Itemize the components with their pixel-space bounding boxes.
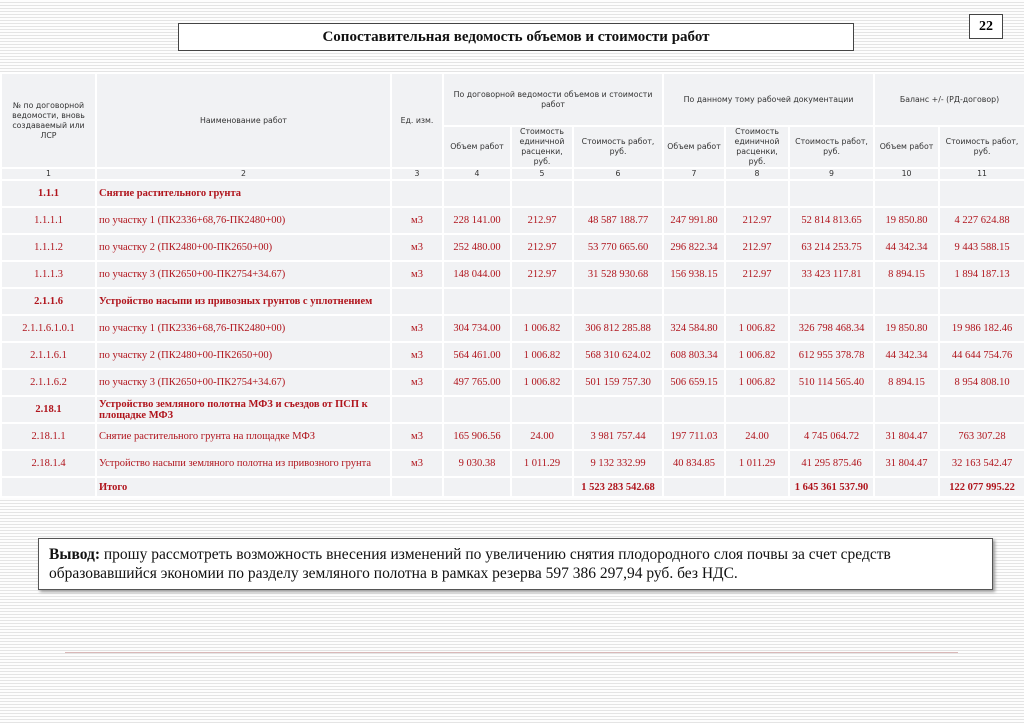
row-value: 1 006.82 (511, 342, 573, 369)
row-value: 197 711.03 (663, 423, 725, 450)
row-unit: м3 (391, 315, 443, 342)
row-value: 212.97 (725, 234, 789, 261)
column-number: 10 (874, 168, 939, 180)
row-value (443, 288, 511, 315)
section-row (1, 180, 1024, 207)
total-cell (1, 477, 96, 497)
row-unit: м3 (391, 423, 443, 450)
total-cell: 122 077 995.22 (939, 477, 1024, 497)
row-code: 2.18.1 (1, 396, 96, 423)
row-code: 1.1.1 (1, 180, 96, 207)
column-number: 4 (443, 168, 511, 180)
row-value: 4 227 624.88 (939, 207, 1024, 234)
column-number: 6 (573, 168, 663, 180)
row-value: 296 822.34 (663, 234, 725, 261)
header-unit-price: Стоимость единичной расценки, руб. (511, 126, 573, 168)
table-row (1, 207, 1024, 234)
row-value: 31 804.47 (874, 450, 939, 477)
total-cell (443, 477, 511, 497)
row-unit: м3 (391, 234, 443, 261)
row-name: Устройство земляного полотна МФЗ и съездов от ПСП к площадке МФЗ (96, 396, 391, 423)
row-value (725, 396, 789, 423)
row-value: 324 584.80 (663, 315, 725, 342)
row-name: Устройство насыпи из привозных грунтов с уплотнением (96, 288, 391, 315)
row-value (789, 288, 874, 315)
row-name: по участку 2 (ПК2480+00-ПК2650+00) (96, 342, 391, 369)
row-value: 31 528 930.68 (573, 261, 663, 288)
row-value (725, 180, 789, 207)
total-cell (874, 477, 939, 497)
row-code: 2.18.1.1 (1, 423, 96, 450)
page-title: Сопоставительная ведомость объемов и стоимости работ (178, 23, 854, 51)
row-value: 19 850.80 (874, 207, 939, 234)
row-value: 41 295 875.46 (789, 450, 874, 477)
row-name: по участку 3 (ПК2650+00-ПК2754+34.67) (96, 261, 391, 288)
row-value (789, 180, 874, 207)
row-value: 44 342.34 (874, 342, 939, 369)
column-number: 5 (511, 168, 573, 180)
row-unit (391, 396, 443, 423)
row-code: 1.1.1.1 (1, 207, 96, 234)
header-contract: По договорной ведомости объемов и стоимости работ (443, 73, 663, 126)
row-value: 3 981 757.44 (573, 423, 663, 450)
row-value: 19 850.80 (874, 315, 939, 342)
header-code: № по договорной ведомости, вновь создаваемый или ЛСР (1, 73, 96, 168)
column-number: 11 (939, 168, 1024, 180)
row-code: 2.18.1.4 (1, 450, 96, 477)
row-value: 1 011.29 (511, 450, 573, 477)
header-name: Наименование работ (96, 73, 391, 168)
row-value (874, 396, 939, 423)
row-value (663, 396, 725, 423)
conclusion-label: Вывод: (49, 546, 101, 563)
row-value: 63 214 253.75 (789, 234, 874, 261)
section-row (1, 396, 1024, 423)
total-cell: Итого (96, 477, 391, 497)
row-value: 44 644 754.76 (939, 342, 1024, 369)
conclusion-text: прошу рассмотреть возможность внесения изменений по увеличению снятия плодородного слоя почвы за счет средств образовавшийся экономии по разделу земляного полотна в рамках резерва 597 386 297,94 руб. без НДС. (49, 546, 891, 582)
table-row (1, 342, 1024, 369)
row-name: по участку 1 (ПК2336+68,76-ПК2480+00) (96, 315, 391, 342)
row-value: 9 443 588.15 (939, 234, 1024, 261)
header-volume: Объем работ (443, 126, 511, 168)
row-value: 24.00 (511, 423, 573, 450)
header-balance: Баланс +/- (РД-договор) (874, 73, 1024, 126)
row-value: 8 894.15 (874, 369, 939, 396)
table-row (1, 450, 1024, 477)
row-value: 1 006.82 (725, 315, 789, 342)
row-value: 326 798 468.34 (789, 315, 874, 342)
header-cost: Стоимость работ, руб. (573, 126, 663, 168)
row-value: 9 030.38 (443, 450, 511, 477)
row-value: 24.00 (725, 423, 789, 450)
row-value: 31 804.47 (874, 423, 939, 450)
row-value: 4 745 064.72 (789, 423, 874, 450)
row-value: 247 991.80 (663, 207, 725, 234)
row-unit: м3 (391, 450, 443, 477)
row-value: 32 163 542.47 (939, 450, 1024, 477)
total-cell (725, 477, 789, 497)
row-value: 52 814 813.65 (789, 207, 874, 234)
section-row (1, 288, 1024, 315)
column-number: 3 (391, 168, 443, 180)
header-volume: Объем работ (874, 126, 939, 168)
header-rd: По данному тому рабочей документации (663, 73, 874, 126)
row-value: 252 480.00 (443, 234, 511, 261)
row-value (573, 180, 663, 207)
total-cell: 1 645 361 537.90 (789, 477, 874, 497)
row-code: 1.1.1.3 (1, 261, 96, 288)
row-value (789, 396, 874, 423)
row-value: 306 812 285.88 (573, 315, 663, 342)
row-code: 2.1.1.6.2 (1, 369, 96, 396)
row-value: 506 659.15 (663, 369, 725, 396)
table-row (1, 369, 1024, 396)
row-value (443, 180, 511, 207)
column-number: 1 (1, 168, 96, 180)
table-row (1, 315, 1024, 342)
page-number: 22 (969, 14, 1003, 39)
row-value: 212.97 (511, 261, 573, 288)
row-value: 497 765.00 (443, 369, 511, 396)
row-value: 501 159 757.30 (573, 369, 663, 396)
divider (65, 652, 958, 653)
row-value: 156 938.15 (663, 261, 725, 288)
row-value: 212.97 (511, 207, 573, 234)
row-value: 9 132 332.99 (573, 450, 663, 477)
row-value: 1 006.82 (511, 369, 573, 396)
header-cost: Стоимость работ, руб. (939, 126, 1024, 168)
row-value: 33 423 117.81 (789, 261, 874, 288)
row-value (573, 288, 663, 315)
row-value: 1 006.82 (511, 315, 573, 342)
row-unit: м3 (391, 342, 443, 369)
row-value: 228 141.00 (443, 207, 511, 234)
row-value (725, 288, 789, 315)
row-value: 165 906.56 (443, 423, 511, 450)
row-unit (391, 180, 443, 207)
total-row (1, 477, 1024, 497)
row-name: Снятие растительного грунта на площадке МФЗ (96, 423, 391, 450)
row-value: 212.97 (725, 207, 789, 234)
row-value (443, 396, 511, 423)
header-cost: Стоимость работ, руб. (789, 126, 874, 168)
table-row (1, 234, 1024, 261)
row-unit: м3 (391, 207, 443, 234)
row-value: 568 310 624.02 (573, 342, 663, 369)
header-unit: Ед. изм. (391, 73, 443, 168)
column-number: 8 (725, 168, 789, 180)
row-value: 212.97 (511, 234, 573, 261)
row-value: 763 307.28 (939, 423, 1024, 450)
total-cell (663, 477, 725, 497)
row-unit: м3 (391, 369, 443, 396)
row-value: 510 114 565.40 (789, 369, 874, 396)
total-cell: 1 523 283 542.68 (573, 477, 663, 497)
row-value (939, 396, 1024, 423)
header-volume: Объем работ (663, 126, 725, 168)
row-code: 2.1.1.6.1 (1, 342, 96, 369)
row-value: 1 894 187.13 (939, 261, 1024, 288)
row-name: по участку 1 (ПК2336+68,76-ПК2480+00) (96, 207, 391, 234)
row-value: 53 770 665.60 (573, 234, 663, 261)
row-value (874, 180, 939, 207)
row-value: 8 954 808.10 (939, 369, 1024, 396)
conclusion-box (38, 538, 993, 590)
row-value: 1 006.82 (725, 369, 789, 396)
row-name: по участку 3 (ПК2650+00-ПК2754+34.67) (96, 369, 391, 396)
row-value: 304 734.00 (443, 315, 511, 342)
row-value (511, 396, 573, 423)
row-code: 2.1.1.6.1.0.1 (1, 315, 96, 342)
row-value: 148 044.00 (443, 261, 511, 288)
row-name: Снятие растительного грунта (96, 180, 391, 207)
row-value: 612 955 378.78 (789, 342, 874, 369)
row-value: 1 006.82 (725, 342, 789, 369)
column-number: 2 (96, 168, 391, 180)
table-row (1, 261, 1024, 288)
column-number: 9 (789, 168, 874, 180)
row-name: Устройство насыпи земляного полотна из привозного грунта (96, 450, 391, 477)
total-cell (511, 477, 573, 497)
row-code: 2.1.1.6 (1, 288, 96, 315)
row-value (511, 180, 573, 207)
row-value: 40 834.85 (663, 450, 725, 477)
row-value: 608 803.34 (663, 342, 725, 369)
row-code: 1.1.1.2 (1, 234, 96, 261)
table-row (1, 423, 1024, 450)
row-value (874, 288, 939, 315)
row-value: 48 587 188.77 (573, 207, 663, 234)
row-value: 19 986 182.46 (939, 315, 1024, 342)
row-value (511, 288, 573, 315)
row-value: 44 342.34 (874, 234, 939, 261)
row-unit (391, 288, 443, 315)
comparison-table (0, 72, 1024, 498)
row-value (939, 180, 1024, 207)
header-unit-price: Стоимость единичной расценки, руб. (725, 126, 789, 168)
row-value (939, 288, 1024, 315)
row-value: 564 461.00 (443, 342, 511, 369)
row-value: 212.97 (725, 261, 789, 288)
row-name: по участку 2 (ПК2480+00-ПК2650+00) (96, 234, 391, 261)
row-value: 1 011.29 (725, 450, 789, 477)
row-value (663, 288, 725, 315)
total-cell (391, 477, 443, 497)
row-value: 8 894.15 (874, 261, 939, 288)
row-value (663, 180, 725, 207)
row-unit: м3 (391, 261, 443, 288)
row-value (573, 396, 663, 423)
column-number: 7 (663, 168, 725, 180)
